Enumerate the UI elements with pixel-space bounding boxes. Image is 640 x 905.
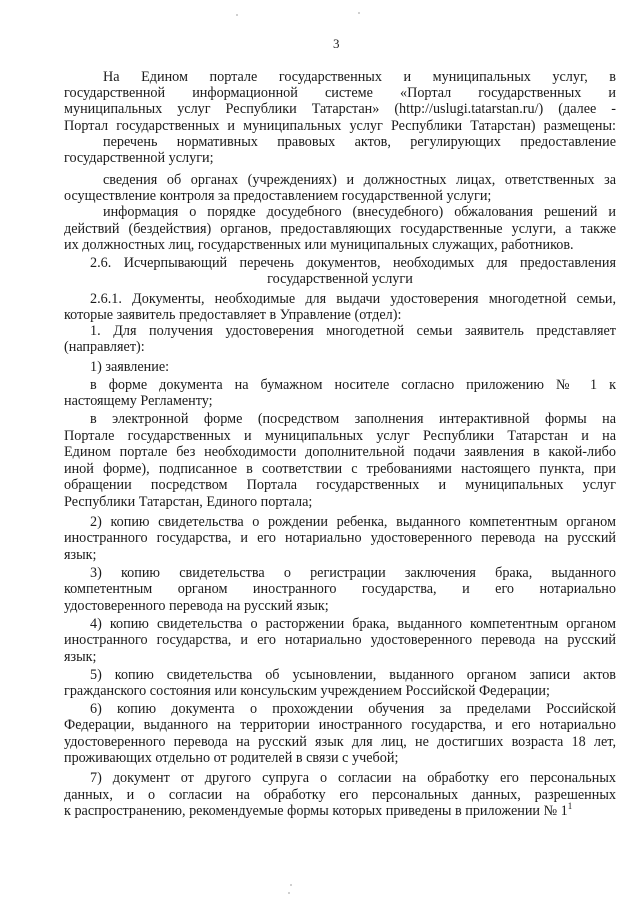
list-item: 6) копию документа о прохождении обучения за пределами Российской — [90, 701, 616, 717]
paragraph-line: настоящему Регламенту; — [64, 393, 213, 409]
paragraph-line: Портале государственных и муниципальных услуг Республики Татарстан и на — [64, 428, 616, 444]
scan-speck — [236, 14, 238, 16]
paragraph-line: Едином портале без необходимости дополнительной подачи заявления в какой-либо — [64, 444, 616, 460]
paragraph-line: муниципальных услуг Республики Татарстан» (http://uslugi.tatarstan.ru/) (далее - — [64, 101, 616, 117]
list-item: 3) копию свидетельства о регистрации заключения брака, выданного — [90, 565, 616, 581]
section-heading: 2.6. Исчерпывающий перечень документов, необходимых для предоставления — [90, 255, 616, 271]
paragraph-line: информация о порядке досудебного (внесудебного) обжалования решений и — [103, 204, 616, 220]
paragraph-line: сведения об органах (учреждениях) и должностных лицах, ответственных за — [103, 172, 616, 188]
page-number: 3 — [333, 36, 340, 51]
paragraph-line-text: к распространению, рекомендуемые формы которых приведены в приложении № 1 — [64, 803, 568, 819]
paragraph-line: Портал государственных и муниципальных услуг Республики Татарстан) размещены: — [64, 118, 616, 134]
paragraph-line: в электронной форме (посредством заполнения интерактивной формы на — [90, 411, 616, 427]
paragraph-line: язык; — [64, 547, 97, 563]
paragraph-line: обращении посредством Портала государственных и муниципальных услуг — [64, 477, 616, 493]
scan-speck — [288, 892, 290, 894]
paragraph-line: действий (бездействия) органов, предоставляющих государственные услуги, а также — [64, 221, 616, 237]
paragraph-line: в форме документа на бумажном носителе согласно приложению № 1 к — [90, 377, 616, 393]
paragraph-line: На Едином портале государственных и муниципальных услуг, в — [103, 69, 616, 85]
paragraph-line: Республики Татарстан, Единого портала; — [64, 494, 313, 510]
paragraph-line: проживающих отдельно от родителей в связи с учебой; — [64, 750, 399, 766]
list-item: 2) копию свидетельства о рождении ребенка, выданного компетентным органом — [90, 514, 616, 530]
paragraph-line: иностранного государства, и его нотариально удостоверенного перевода на русский — [64, 530, 616, 546]
footnote-mark: 1 — [567, 801, 573, 811]
paragraph-line: государственной информационной системе «Портал государственных и — [64, 85, 616, 101]
section-heading: государственной услуги — [267, 271, 413, 287]
list-item: 1) заявление: — [90, 359, 170, 375]
paragraph-line: данных, и о согласии на обработку его персональных данных, разрешенных — [64, 787, 616, 803]
paragraph-line: удостоверенного перевода на русский язык для лиц, не достигших возраста 18 лет, — [64, 734, 616, 750]
paragraph-line: перечень нормативных правовых актов, регулирующих предоставление — [103, 134, 616, 150]
list-item: 5) копию свидетельства об усыновлении, выданного органом записи актов — [90, 667, 616, 683]
list-item: 7) документ от другого супруга о согласии на обработку его персональных — [90, 770, 616, 786]
paragraph-line: (направляет): — [64, 339, 145, 355]
scan-speck — [290, 884, 292, 886]
paragraph-line: иной форме), подписанное в соответствии с требованиями настоящего пункта, при — [64, 461, 616, 477]
paragraph-line: которые заявитель предоставляет в Управление (отдел): — [64, 307, 402, 323]
paragraph-line: 2.6.1. Документы, необходимые для выдачи удостоверения многодетной семьи, — [90, 291, 616, 307]
paragraph-line: удостоверенного перевода на русский язык; — [64, 598, 329, 614]
paragraph-line: язык; — [64, 649, 97, 665]
paragraph-line: гражданского состояния или консульским учреждением Российской Федерации; — [64, 683, 550, 699]
paragraph-line: иностранного государства, и его нотариально удостоверенного перевода на русский — [64, 632, 616, 648]
paragraph-line: осуществление контроля за предоставлением государственной услуги; — [64, 188, 492, 204]
paragraph-line: государственной услуги; — [64, 150, 214, 166]
scan-speck — [358, 12, 360, 14]
paragraph-line: их должностных лиц, государственных или муниципальных служащих, работников. — [64, 237, 574, 253]
paragraph-line — [64, 803, 612, 819]
paragraph-line: 1. Для получения удостоверения многодетной семьи заявитель представляет — [90, 323, 616, 339]
paragraph-line: компетентным органом иностранного государства, и его нотариально — [64, 581, 616, 597]
list-item: 4) копию свидетельства о расторжении брака, выданного компетентным органом — [90, 616, 616, 632]
paragraph-line: Федерации, выданного на территории иностранного государства, и его нотариально — [64, 717, 616, 733]
